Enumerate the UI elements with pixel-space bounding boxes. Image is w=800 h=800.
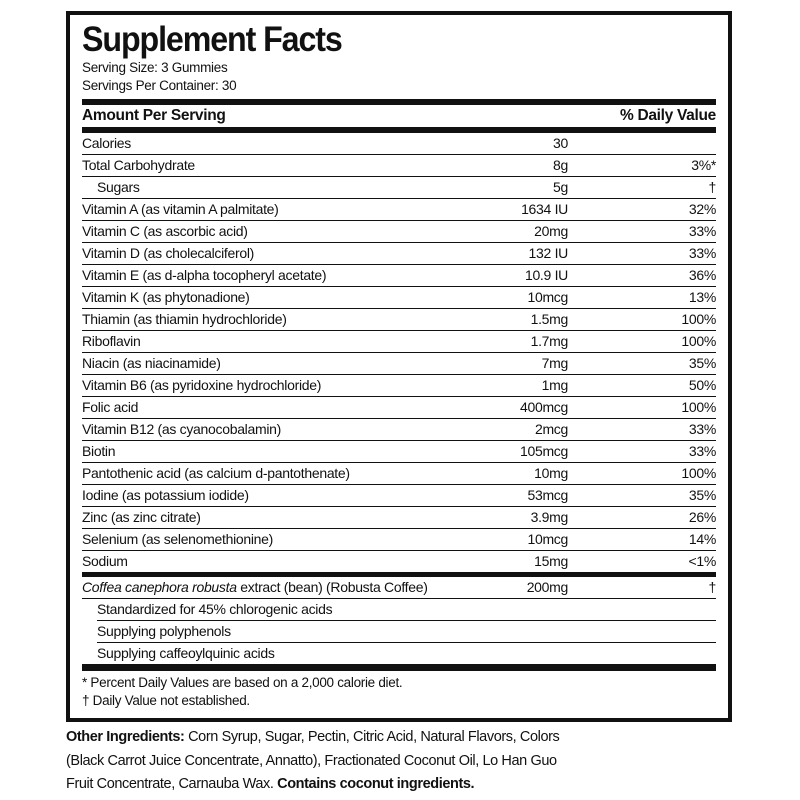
nutrient-dv: 33% xyxy=(688,443,716,459)
divider xyxy=(82,664,716,671)
serving-size: Serving Size: 3 Gummies xyxy=(82,60,228,75)
coffee-latin-name: Coffea canephora robusta xyxy=(82,579,237,595)
other-ingredients xyxy=(66,726,566,797)
nutrient-amount: 1.5mg xyxy=(530,311,568,327)
nutrient-amount: 20mg xyxy=(534,223,568,239)
nutrient-row xyxy=(82,507,716,529)
nutrient-name: Vitamin B6 (as pyridoxine hydrochloride) xyxy=(82,377,322,393)
nutrient-name: Pantothenic acid (as calcium d-pantothenate) xyxy=(82,465,350,481)
nutrient-amount: 3.9mg xyxy=(530,509,568,525)
nutrient-dv: 100% xyxy=(681,311,716,327)
nutrient-dv: 50% xyxy=(688,377,716,393)
nutrient-dv: 33% xyxy=(688,223,716,239)
nutrient-name: Vitamin B12 (as cyanocobalamin) xyxy=(82,421,281,437)
nutrient-name: Zinc (as zinc citrate) xyxy=(82,509,201,525)
nutrient-row xyxy=(82,155,716,177)
nutrient-row xyxy=(82,353,716,375)
nutrient-row xyxy=(82,375,716,397)
nutrient-amount: 53mcg xyxy=(527,487,568,503)
footnote-dv: * Percent Daily Values are based on a 2,000 calorie diet. xyxy=(82,675,403,690)
coffee-sub-row: Supplying caffeoylquinic acids xyxy=(97,645,275,661)
nutrient-dv: 33% xyxy=(688,245,716,261)
coffee-amount: 200mg xyxy=(526,579,568,595)
nutrient-name: Total Carbohydrate xyxy=(82,157,195,173)
nutrient-name: Vitamin D (as cholecalciferol) xyxy=(82,245,255,261)
nutrient-row xyxy=(82,397,716,419)
nutrient-amount: 1mg xyxy=(541,377,568,393)
nutrient-name: Thiamin (as thiamin hydrochloride) xyxy=(82,311,287,327)
nutrient-name: Selenium (as selenomethionine) xyxy=(82,531,273,547)
nutrient-dv: 26% xyxy=(688,509,716,525)
dv-header: % Daily Value xyxy=(619,107,716,124)
nutrient-name: Calories xyxy=(82,135,131,151)
table-header xyxy=(82,105,716,127)
nutrient-amount: 10.9 IU xyxy=(524,267,568,283)
nutrient-dv: 35% xyxy=(688,355,716,371)
footnotes xyxy=(82,671,716,710)
nutrient-dv: <1% xyxy=(688,553,716,569)
nutrient-amount: 2mcg xyxy=(534,421,568,437)
nutrient-dv xyxy=(568,133,716,154)
nutrient-amount: 10mcg xyxy=(527,531,568,547)
nutrient-dv: 35% xyxy=(688,487,716,503)
nutrient-amount: 105mcg xyxy=(519,443,568,459)
nutrient-row xyxy=(82,529,716,551)
footnote-dagger: † Daily Value not established. xyxy=(82,693,250,708)
nutrient-row xyxy=(82,265,716,287)
coffee-row xyxy=(82,577,716,599)
amount-header: Amount Per Serving xyxy=(82,107,226,124)
nutrient-dv: 100% xyxy=(681,465,716,481)
nutrient-amount: 15mg xyxy=(534,553,568,569)
nutrient-amount: 8g xyxy=(553,157,568,173)
servings-per-container: Servings Per Container: 30 xyxy=(82,78,237,93)
nutrient-row xyxy=(82,441,716,463)
supplement-facts-panel xyxy=(66,11,732,722)
coffee-sub-row: Supplying polyphenols xyxy=(97,621,716,643)
nutrient-row xyxy=(82,331,716,353)
nutrient-dv: 3%* xyxy=(691,157,716,173)
coffee-sub-row: Standardized for 45% chlorogenic acids xyxy=(97,599,716,621)
nutrient-name: Vitamin C (as ascorbic acid) xyxy=(82,223,248,239)
nutrient-row xyxy=(82,287,716,309)
nutrient-dv: 33% xyxy=(688,421,716,437)
allergen-statement: Contains coconut ingredients. xyxy=(277,776,475,792)
nutrient-amount: 5g xyxy=(553,179,568,195)
nutrient-amount: 132 IU xyxy=(528,245,568,261)
coffee-dv: † xyxy=(708,579,716,595)
nutrient-row xyxy=(82,221,716,243)
nutrient-amount: 1.7mg xyxy=(530,333,568,349)
nutrient-amount: 400mcg xyxy=(519,399,568,415)
nutrient-name: Vitamin A (as vitamin A palmitate) xyxy=(82,201,279,217)
nutrient-name: Niacin (as niacinamide) xyxy=(82,355,221,371)
nutrient-row xyxy=(82,199,716,221)
nutrient-amount: 10mg xyxy=(534,465,568,481)
nutrient-dv: 13% xyxy=(688,289,716,305)
nutrient-amount: 30 xyxy=(553,135,568,151)
nutrient-dv: 32% xyxy=(688,201,716,217)
ingredients-text: Corn Syrup, Sugar, Pectin, Citric Acid, Natural Flavors, Colors (Black Carrot Juice Concentrate, Annatto), Fractionated Coconut Oil, Lo Han Guo Fruit Concentrate, Carnauba Wax. xyxy=(66,729,560,792)
nutrient-dv: 100% xyxy=(681,399,716,415)
nutrient-amount: 1634 IU xyxy=(521,201,568,217)
ingredients-label: Other Ingredients: xyxy=(66,729,185,745)
nutrient-name: Sodium xyxy=(82,553,128,569)
nutrient-name: Sugars xyxy=(97,179,140,195)
nutrient-amount: 10mcg xyxy=(527,289,568,305)
nutrient-dv: 36% xyxy=(688,267,716,283)
nutrient-row xyxy=(82,177,716,199)
nutrient-row xyxy=(82,551,716,572)
coffee-name: extract (bean) (Robusta Coffee) xyxy=(236,579,428,595)
nutrient-name: Vitamin K (as phytonadione) xyxy=(82,289,250,305)
nutrient-name: Vitamin E (as d-alpha tocopheryl acetate) xyxy=(82,267,327,283)
nutrient-row xyxy=(82,419,716,441)
nutrient-amount: 7mg xyxy=(541,355,568,371)
nutrient-name: Iodine (as potassium iodide) xyxy=(82,487,249,503)
nutrient-name: Folic acid xyxy=(82,399,139,415)
nutrient-row xyxy=(82,243,716,265)
nutrient-row xyxy=(82,309,716,331)
panel-title: Supplement Facts xyxy=(82,20,342,59)
nutrient-row xyxy=(82,463,716,485)
nutrient-name: Biotin xyxy=(82,443,116,459)
nutrient-name: Riboflavin xyxy=(82,333,141,349)
nutrient-dv: 100% xyxy=(681,333,716,349)
nutrient-dv: 14% xyxy=(688,531,716,547)
nutrient-row xyxy=(82,485,716,507)
nutrient-row xyxy=(82,133,716,155)
nutrient-dv: † xyxy=(708,179,716,195)
